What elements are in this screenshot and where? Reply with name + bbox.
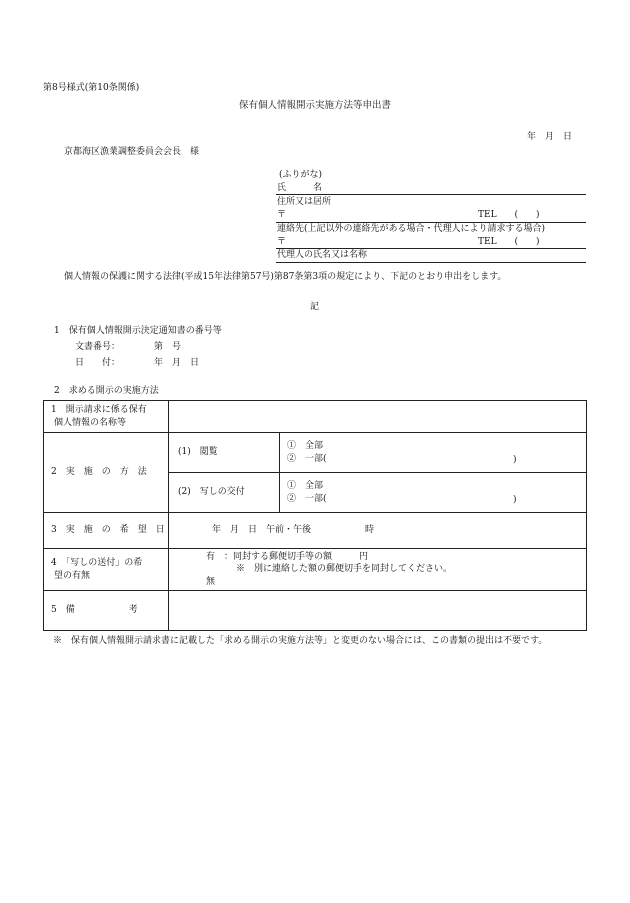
name-line bbox=[276, 194, 586, 195]
row2-label: 2 実 施 の 方 法 bbox=[44, 433, 169, 513]
row3-label: 3 実 施 の 希 望 日 bbox=[44, 513, 169, 549]
agent-line bbox=[276, 262, 586, 263]
method-viewing-options bbox=[280, 433, 587, 473]
method-copy: (2) 写しの交付 bbox=[169, 473, 280, 513]
name-label: 氏 名 bbox=[277, 183, 323, 193]
table-row bbox=[44, 549, 587, 591]
row5-label: 5 備 考 bbox=[44, 591, 169, 631]
postal-mark-1: 〒 bbox=[277, 210, 287, 220]
ki-mark: 記 bbox=[310, 302, 320, 312]
section-2-heading: 2 求める開示の実施方法 bbox=[54, 386, 159, 396]
mail-delivery-field bbox=[169, 549, 587, 591]
postal-mark-2: 〒 bbox=[277, 237, 287, 247]
date-value: 年 月 日 bbox=[154, 358, 200, 368]
footnote: ※ 保有個人情報開示請求書に記載した「求める開示の実施方法等」と変更のない場合には、この書類の提出は不要です。 bbox=[53, 636, 548, 646]
section-1-heading: 1 保有個人情報開示決定通知書の番号等 bbox=[54, 326, 222, 336]
doc-number-label: 文書番号： bbox=[75, 342, 121, 352]
furigana-label: (ふりがな) bbox=[279, 170, 323, 180]
row1-field[interactable] bbox=[169, 401, 587, 433]
remarks-field[interactable] bbox=[169, 591, 587, 631]
mail-note: ※ 別に連絡した額の郵便切手を同封してください。 bbox=[236, 564, 453, 575]
addressee: 京都海区漁業調整委員会会長 様 bbox=[64, 147, 200, 157]
table-row bbox=[44, 591, 587, 631]
form-number: 第8号様式(第10条関係) bbox=[43, 83, 140, 93]
date-label: 日 付： bbox=[75, 358, 121, 368]
close-paren: ) bbox=[513, 455, 517, 465]
document-title: 保有個人情報開示実施方法等申出書 bbox=[238, 100, 391, 111]
mail-no-option[interactable]: 無 bbox=[206, 576, 216, 587]
method-viewing: (1) 閲覧 bbox=[169, 433, 280, 473]
mail-yes-option[interactable]: 有 ：同封する郵便切手等の額 円 bbox=[206, 552, 369, 563]
table-row bbox=[44, 401, 587, 433]
address-label: 住所又は居所 bbox=[277, 197, 332, 207]
table-row bbox=[44, 513, 587, 549]
table-row bbox=[44, 433, 587, 473]
contact-line bbox=[276, 248, 586, 249]
preferred-date-field[interactable]: 年 月 日 午前・午後 時 bbox=[169, 513, 587, 549]
contact-label: 連絡先(上記以外の連絡先がある場合・代理人により請求する場合) bbox=[277, 224, 546, 234]
viewing-all-option[interactable]: ① 全部 bbox=[287, 441, 324, 452]
copy-all-option[interactable]: ① 全部 bbox=[287, 481, 324, 492]
copy-partial-option[interactable]: ② 一部( bbox=[287, 493, 327, 504]
close-paren: ) bbox=[513, 495, 517, 505]
date-line: 年 月 日 bbox=[527, 132, 573, 142]
viewing-partial-option[interactable]: ② 一部( bbox=[287, 453, 327, 464]
row1-label: 1 開示請求に係る保有 個人情報の名称等 bbox=[44, 401, 169, 433]
method-copy-options bbox=[280, 473, 587, 513]
doc-number-value: 第 号 bbox=[154, 342, 182, 352]
tel-label-2: TEL ( ) bbox=[478, 237, 540, 247]
address-line bbox=[276, 222, 586, 223]
body-statement: 個人情報の保護に関する法律(平成15年法律第57号)第87条第3項の規定により、下記のとおり申出をします。 bbox=[64, 272, 507, 282]
row4-label: 4 「写しの送付」の希 望の有無 bbox=[44, 549, 169, 591]
tel-label-1: TEL ( ) bbox=[478, 210, 540, 220]
agent-label: 代理人の氏名又は名称 bbox=[277, 250, 368, 260]
disclosure-method-table bbox=[43, 400, 587, 631]
